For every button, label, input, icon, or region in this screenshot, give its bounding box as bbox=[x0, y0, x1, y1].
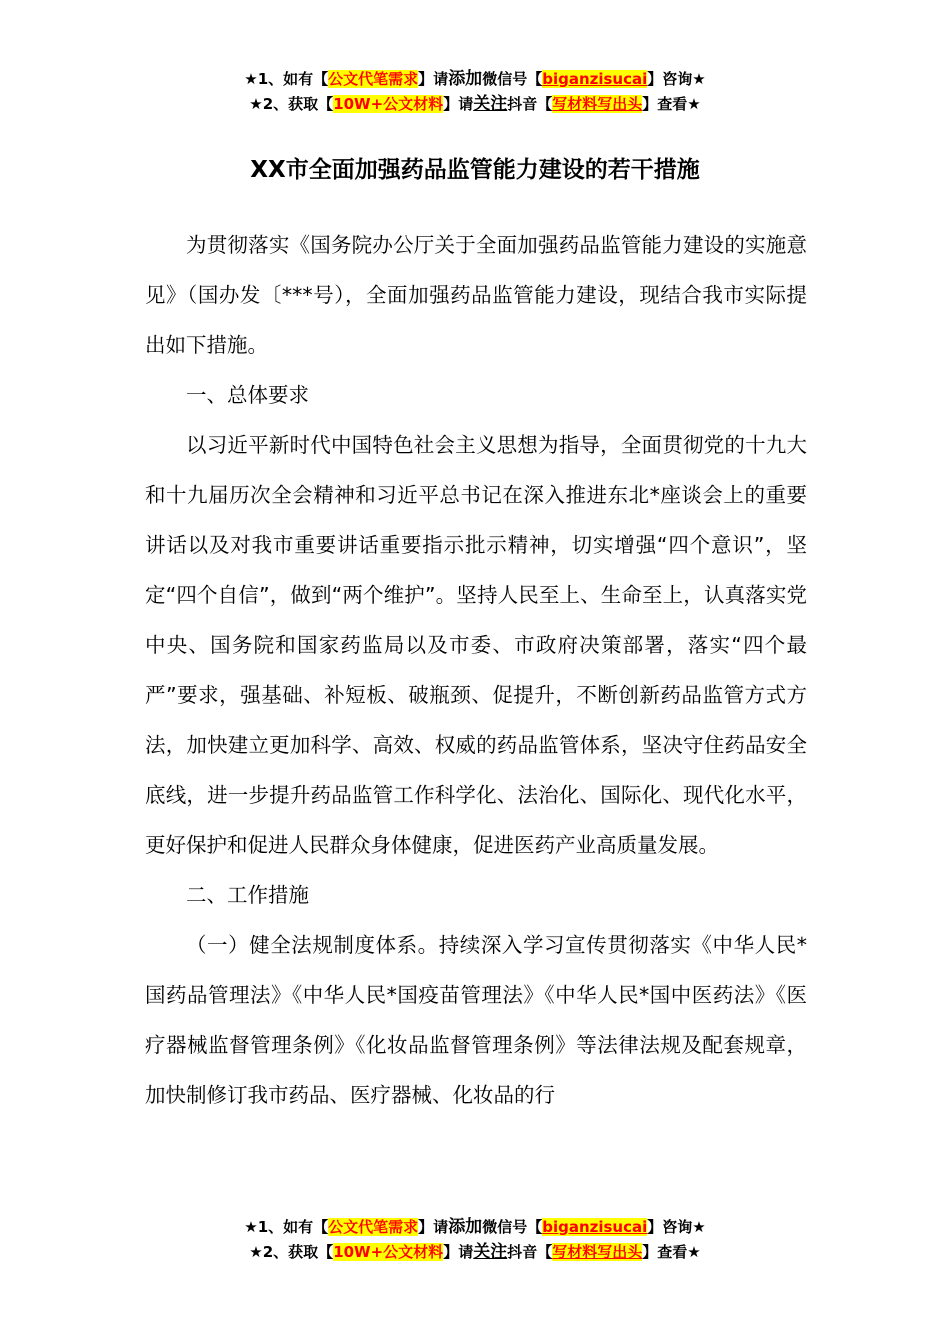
banner-text: 】请 bbox=[418, 70, 449, 88]
footer-banner bbox=[0, 1215, 950, 1265]
douyin-id-highlight: 写材料写出头 bbox=[552, 1243, 643, 1261]
banner-text: ★1、如有【 bbox=[244, 1218, 329, 1236]
intro-paragraph: 为贯彻落实《国务院办公厅关于全面加强药品监管能力建设的实施意见》（国办发〔***号），全面加强药品监管能力建设，现结合我市实际提出如下措施。 bbox=[145, 233, 807, 357]
banner-text: 微信号【 bbox=[482, 70, 543, 88]
header-banner bbox=[0, 67, 950, 117]
banner-text: 】查看★ bbox=[642, 95, 701, 113]
banner-emphasis: 添加 bbox=[448, 69, 483, 89]
banner-text: 】请 bbox=[443, 95, 474, 113]
banner-emphasis: 添加 bbox=[448, 1217, 483, 1237]
section-heading: 二、工作措施 bbox=[186, 883, 309, 907]
body-paragraph: （一）健全法规制度体系。持续深入学习宣传贯彻落实《中华人民*国药品管理法》《中华人民*国疫苗管理法》《中华人民*国中医药法》《医疗器械监督管理条例》《化妆品监督管理条例》等法律法规及配套规章，加快制修订我市药品、医疗器械、化妆品的行 bbox=[145, 933, 807, 1107]
banner-text: 微信号【 bbox=[482, 1218, 543, 1236]
banner-line-1 bbox=[0, 1215, 950, 1240]
banner-text: 】查看★ bbox=[642, 1243, 701, 1261]
banner-emphasis: 关注 bbox=[473, 1242, 508, 1262]
wechat-id-highlight: biganzisucai bbox=[542, 70, 648, 88]
document-title: XX市全面加强药品监管能力建设的若干措施 bbox=[250, 157, 700, 183]
body-paragraph: 以习近平新时代中国特色社会主义思想为指导，全面贯彻党的十九大和十九届历次全会精神和习近平总书记在深入推进东北*座谈会上的重要讲话以及对我市重要讲话重要指示批示精神，切实增强“四个意识”，坚定“四个自信”，做到“两个维护”。坚持人民至上、生命至上，认真落实党中央、国务院和国家药监局以及市委、市政府决策部署，落实“四个最严”要求，强基础、补短板、破瓶颈、促提升，不断创新药品监管方式方法，加快建立更加科学、高效、权威的药品监管体系，坚决守住药品安全底线，进一步提升药品监管工作科学化、法治化、国际化、现代化水平，更好保护和促进人民群众身体健康，促进医药产业高质量发展。 bbox=[145, 433, 807, 857]
banner-highlight: 公文代笔需求 bbox=[328, 70, 419, 88]
banner-text: ★2、获取【 bbox=[249, 95, 334, 113]
banner-text: ★2、获取【 bbox=[249, 1243, 334, 1261]
banner-line-1 bbox=[0, 67, 950, 92]
section-heading: 一、总体要求 bbox=[186, 383, 309, 407]
douyin-id-highlight: 写材料写出头 bbox=[552, 95, 643, 113]
banner-text: 抖音【 bbox=[507, 95, 553, 113]
banner-highlight: 10W+公文材料 bbox=[333, 1243, 444, 1261]
banner-text: 】咨询★ bbox=[647, 1218, 706, 1236]
banner-text: 抖音【 bbox=[507, 1243, 553, 1261]
banner-highlight: 10W+公文材料 bbox=[333, 95, 444, 113]
banner-text: 】咨询★ bbox=[647, 70, 706, 88]
banner-highlight: 公文代笔需求 bbox=[328, 1218, 419, 1236]
banner-line-2 bbox=[0, 1240, 950, 1265]
banner-text: ★1、如有【 bbox=[244, 70, 329, 88]
banner-emphasis: 关注 bbox=[473, 94, 508, 114]
wechat-id-highlight: biganzisucai bbox=[542, 1218, 648, 1236]
banner-line-2 bbox=[0, 92, 950, 117]
banner-text: 】请 bbox=[443, 1243, 474, 1261]
document-body bbox=[145, 220, 807, 1120]
banner-text: 】请 bbox=[418, 1218, 449, 1236]
